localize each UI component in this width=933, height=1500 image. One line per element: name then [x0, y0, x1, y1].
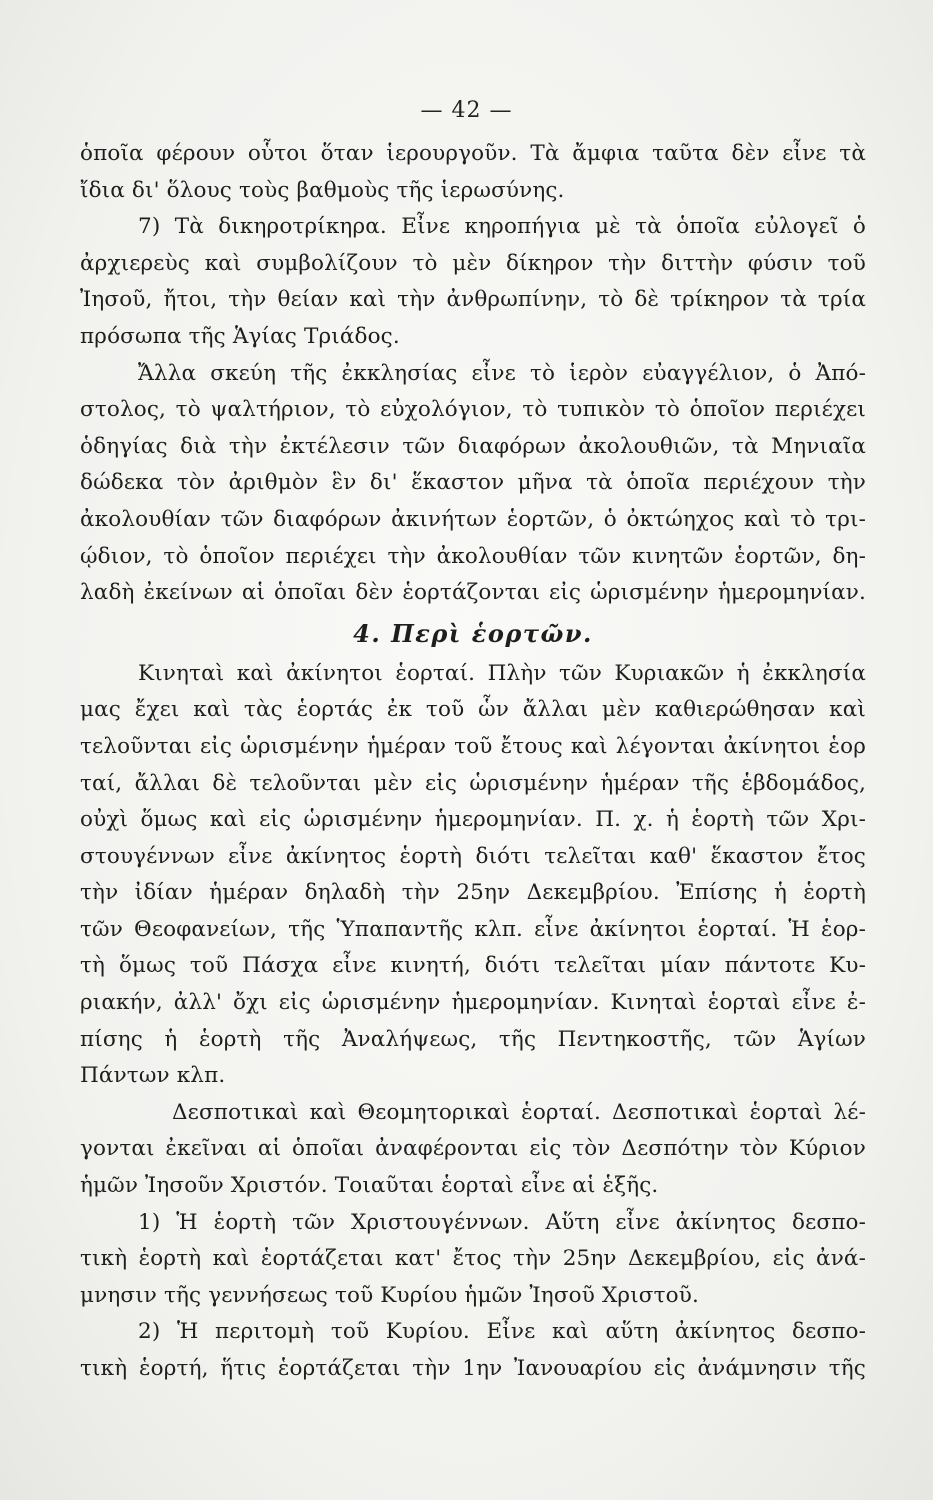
text-line: τελοῦνται εἰς ὡρισμένην ἡμέραν τοῦ ἔτους καὶ λέγονται ἀκίνητοι ἑορ	[80, 733, 866, 759]
text-line: δώδεκα τὸν ἀριθμὸν ἓν δι' ἕκαστον μῆνα τὰ ὁποῖα περιέχουν τὴν	[80, 470, 866, 496]
text-line: γονται ἐκεῖναι αἱ ὁποῖαι ἀναφέρονται εἰς τὸν Δεσπότην τὸν Κύριον	[80, 1136, 866, 1162]
text-line: οὐχὶ ὅμως καὶ εἰς ὡρισμένην ἡμερομηνίαν. Π. χ. ἡ ἑορτὴ τῶν Χρι-	[80, 807, 866, 833]
text-line: Πάντων κλπ.	[80, 1063, 226, 1089]
text-line: Ἄλλα σκεύη τῆς ἐκκλησίας εἶνε τὸ ἱερὸν εὐαγγέλιον, ὁ Ἀπό-	[138, 360, 866, 386]
text-line: λαδὴ ἐκείνων αἱ ὁποῖαι δὲν ἑορτάζονται εἰς ὡρισμένην ἡμερομηνίαν.	[80, 580, 866, 606]
text-line: τὴ ὅμως τοῦ Πάσχα εἶνε κινητή, διότι τελεῖται μίαν πάντοτε Κυ-	[80, 953, 866, 979]
text-line: ῴδιον, τὸ ὁποῖον περιέχει τὴν ἀκολουθίαν τῶν κινητῶν ἑορτῶν, δη-	[80, 543, 866, 569]
text-line: στουγέννων εἶνε ἀκίνητος ἑορτὴ διότι τελεῖται καθ' ἕκαστον ἔτος	[80, 843, 866, 869]
text-line: μνησιν τῆς γεννήσεως τοῦ Κυρίου ἡμῶν Ἰησοῦ Χριστοῦ.	[80, 1282, 699, 1308]
text-line: 1) Ἡ ἑορτὴ τῶν Χριστουγέννων. Αὕτη εἶνε ἀκίνητος δεσπο-	[138, 1209, 866, 1235]
text-line: ἴδια δι' ὅλους τοὺς βαθμοὺς τῆς ἱερωσύνης.	[80, 177, 565, 203]
text-line: 7) Τὰ δικηροτρίκηρα. Εἶνε κηροπήγια μὲ τὰ ὁποῖα εὐλογεῖ ὁ	[138, 214, 866, 240]
text-line: τὴν ἰδίαν ἡμέραν δηλαδὴ τὴν 25ην Δεκεμβρίου. Ἐπίσης ἡ ἑορτὴ	[80, 880, 866, 906]
text-line: ὁδηγίας διὰ τὴν ἐκτέλεσιν τῶν διαφόρων ἀκολουθιῶν, τὰ Μηνιαῖα	[80, 433, 866, 459]
section-heading-wrap	[80, 612, 866, 656]
text-line: μας ἔχει καὶ τὰς ἑορτάς ἐκ τοῦ ὧν ἄλλαι μὲν καθιερώθησαν καὶ	[80, 697, 866, 723]
text-body	[80, 136, 866, 1388]
text-line: ταί, ἄλλαι δὲ τελοῦνται μὲν εἰς ὡρισμένην ἡμέραν τῆς ἑβδομάδος,	[80, 770, 866, 796]
text-line: ἡμῶν Ἰησοῦν Χριστόν. Τοιαῦται ἑορταὶ εἶνε αἱ ἑξῆς.	[80, 1173, 659, 1199]
text-line: στολος, τὸ ψαλτήριον, τὸ εὐχολόγιον, τὸ τυπικὸν τὸ ὁποῖον περιέχει	[80, 397, 866, 423]
text-line: τικὴ ἑορτή, ἥτις ἑορτάζεται τὴν 1ην Ἰανουαρίου εἰς ἀνάμνησιν τῆς	[80, 1356, 866, 1381]
text-line: 2) Ἡ περιτομὴ τοῦ Κυρίου. Εἶνε καὶ αὕτη ἀκίνητος δεσπο-	[138, 1319, 866, 1345]
text-line: τικὴ ἑορτὴ καὶ ἑορτάζεται κατ' ἔτος τὴν 25ην Δεκεμβρίου, εἰς ἀνά-	[80, 1246, 866, 1272]
text-line: Ἰησοῦ, ἤτοι, τὴν θείαν καὶ τὴν ἀνθρωπίνην, τὸ δὲ τρίκηρον τὰ τρία	[80, 287, 866, 313]
text-line: ριακήν, ἀλλ' ὄχι εἰς ὡρισμένην ἡμερομηνίαν. Κινηταὶ ἑορταὶ εἶνε ἐ-	[80, 990, 866, 1016]
text-line: τῶν Θεοφανείων, τῆς Ὑπαπαντῆς κλπ. εἶνε ἀκίνητοι ἑορταί. Ἡ ἑορ-	[80, 916, 866, 942]
text-line: ἀρχιερεὺς καὶ συμβολίζουν τὸ μὲν δίκηρον τὴν διττὴν φύσιν τοῦ	[80, 250, 866, 276]
text-line: Κινηταὶ καὶ ἀκίνητοι ἑορταί. Πλὴν τῶν Κυριακῶν ἡ ἐκκλησία	[138, 660, 866, 686]
text-line: ὁποῖα φέρουν οὗτοι ὅταν ἱερουργοῦν. Τὰ ἄμφια ταῦτα δὲν εἶνε τὰ	[80, 141, 866, 166]
text-line: πίσης ἡ ἑορτὴ τῆς Ἀναλήψεως, τῆς Πεντηκοστῆς, τῶν Ἁγίων	[80, 1026, 866, 1052]
page-number: — 42 —	[420, 98, 513, 123]
section-heading: 4. Περὶ ἑορτῶν.	[353, 618, 593, 648]
text-line: Δεσποτικαὶ καὶ Θεομητορικαὶ ἑορταί. Δεσποτικαὶ ἑορταὶ λέ-	[172, 1099, 866, 1125]
text-line: πρόσωπα τῆς Ἁγίας Τριάδος.	[80, 323, 400, 349]
text-line: ἀκολουθίαν τῶν διαφόρων ἀκινήτων ἑορτῶν, ὁ ὀκτώηχος καὶ τὸ τρι-	[80, 506, 866, 532]
